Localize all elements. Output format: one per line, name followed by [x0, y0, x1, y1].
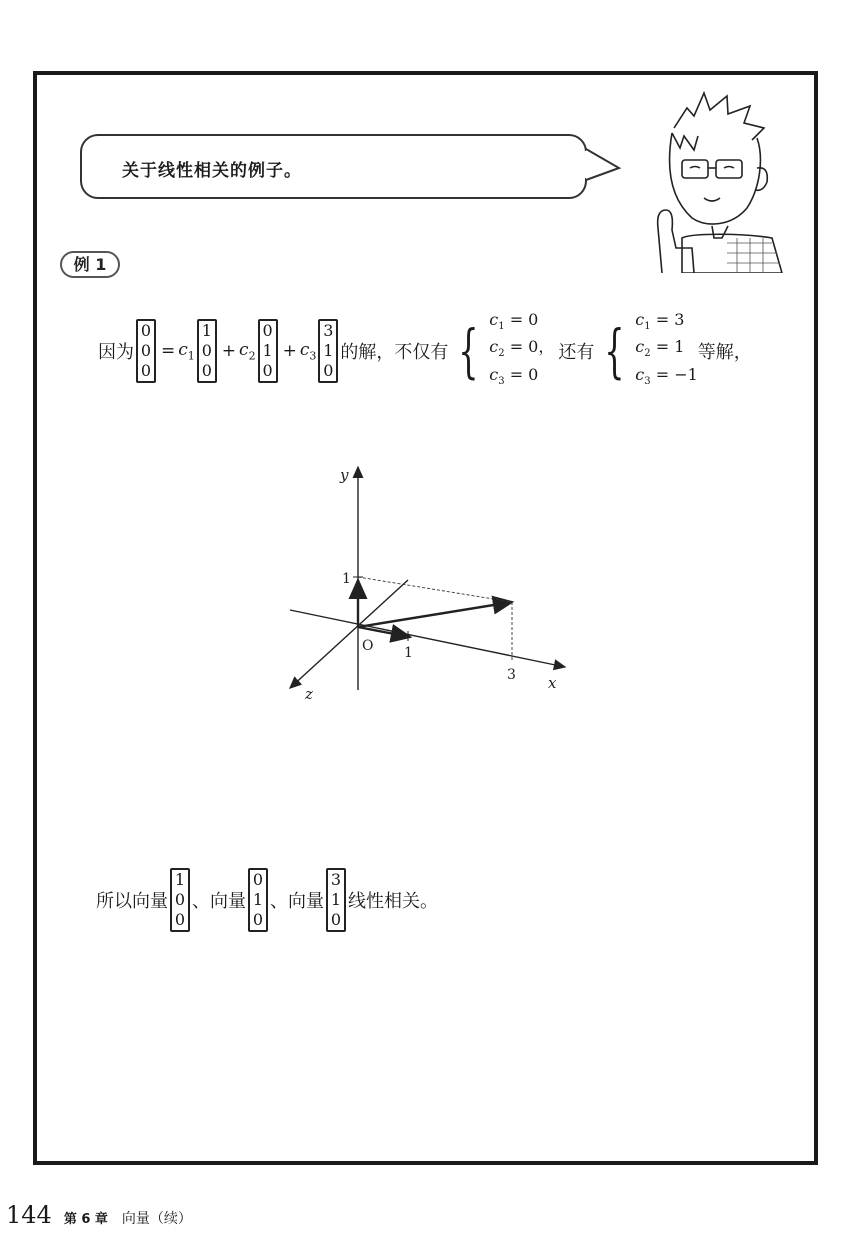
x-axis-label: x [548, 674, 557, 692]
term2-sign: + [221, 341, 237, 361]
speech-bubble [80, 134, 587, 199]
lhs-vector [136, 319, 156, 383]
z-axis-label: z [305, 685, 313, 703]
conclusion-vector-1: 1 0 0 [170, 868, 190, 932]
eq-mid1: 的解，不仅有 [340, 342, 449, 363]
conclusion [96, 862, 438, 938]
eq-mid2: 还有 [558, 342, 595, 363]
term3-sign: + [282, 341, 297, 361]
brace-2: { [604, 317, 625, 385]
chapter-label: 第 6 章 [63, 1212, 108, 1227]
conclusion-prefix: 所以向量 [96, 891, 168, 912]
example-equation [98, 310, 752, 389]
tick-3-x-label: 3 [507, 667, 516, 683]
term3-coef: $c_3$ [299, 339, 317, 363]
lhs-1: 0 [140, 341, 152, 360]
section-label: 向量（续） [121, 1211, 192, 1227]
term1-coef: $c_1$ [178, 339, 195, 363]
tick-1-x-label: 1 [404, 645, 413, 661]
term3-vector: 3 1 0 [318, 319, 338, 383]
character-illustration [632, 88, 792, 273]
vector-diagram [280, 455, 580, 715]
vector-310 [358, 602, 512, 627]
example-label: 例 1 [60, 251, 120, 278]
conclusion-suffix: 线性相关。 [348, 891, 438, 912]
guide-top [358, 577, 512, 602]
conclusion-sep-1: 、向量 [192, 891, 246, 912]
conclusion-vector-3: 3 1 0 [326, 868, 346, 932]
eq-suffix: 等解， [697, 342, 752, 363]
brace-1: { [458, 317, 479, 385]
eq-prefix: 因为 [98, 342, 134, 363]
tick-1-y-label: 1 [342, 571, 351, 587]
x-axis [290, 610, 565, 667]
solution-2: $c_1 = 3$ $c_2 = 1$ $c_3 = -1$ [635, 310, 698, 387]
y-axis-label: y [340, 466, 349, 484]
conclusion-vector-2: 0 1 0 [248, 868, 268, 932]
bubble-tail [585, 148, 625, 188]
term2-vector: 0 1 0 [258, 319, 278, 383]
origin-label: O [362, 638, 374, 654]
term1-sign: = [161, 341, 176, 361]
solution-1: $c_1 = 0$ $c_2 = 0$， $c_3 = 0$ [489, 310, 555, 387]
term1-vector: 1 0 0 [197, 319, 217, 383]
term2-coef: $c_2$ [239, 339, 256, 363]
page-number: 144 [6, 1201, 52, 1229]
lhs-0: 0 [140, 321, 152, 340]
bubble-text: 关于线性相关的例子。 [122, 161, 302, 181]
lhs-2: 0 [140, 361, 152, 380]
page-footer [6, 1201, 192, 1229]
conclusion-sep-2: 、向量 [270, 891, 324, 912]
vector-e1 [358, 627, 410, 637]
